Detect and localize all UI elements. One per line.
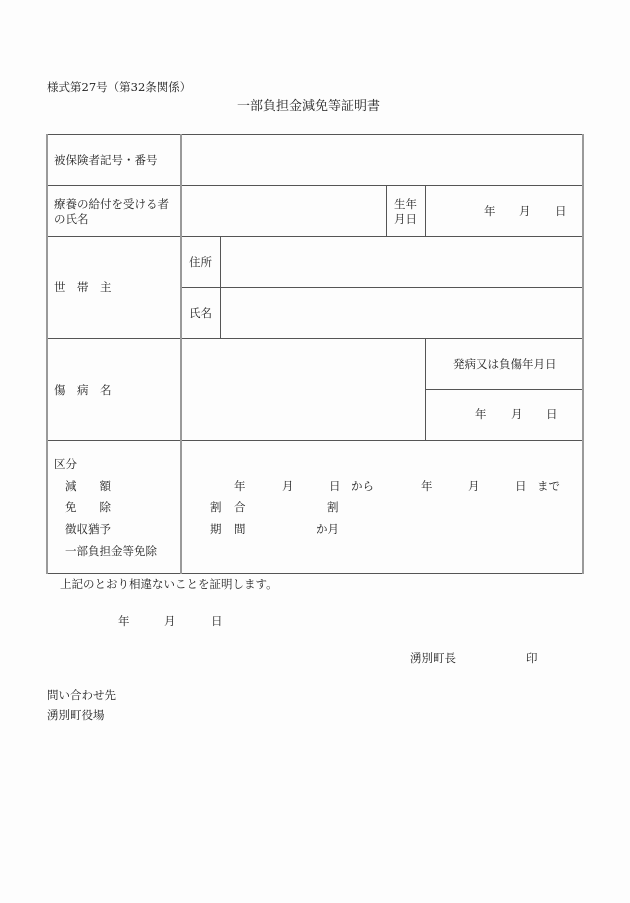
onset-month-unit: 月 bbox=[511, 407, 523, 421]
category-label: 区分 bbox=[54, 457, 77, 471]
recipient-name-label-line1: 療養の給付を受ける者 bbox=[54, 197, 169, 211]
column-divider bbox=[425, 338, 426, 440]
insured-number-field[interactable] bbox=[183, 136, 581, 184]
duration-unit: か月 bbox=[316, 522, 339, 536]
birthdate-field[interactable] bbox=[427, 187, 581, 235]
category-exemption[interactable]: 免 除 bbox=[65, 500, 111, 514]
name-label: 氏名 bbox=[189, 306, 212, 320]
onset-day-unit: 日 bbox=[546, 407, 558, 421]
birthdate-label-line1: 生年 bbox=[394, 197, 417, 211]
column-divider bbox=[425, 185, 426, 236]
insured-number-label: 被保険者記号・番号 bbox=[54, 153, 158, 167]
ratio-label-1: 割 bbox=[210, 500, 222, 514]
contact-label: 問い合わせ先 bbox=[47, 688, 116, 702]
cert-year-unit: 年 bbox=[118, 614, 130, 628]
page-title: 一部負担金減免等証明書 bbox=[237, 99, 381, 114]
table-border-left bbox=[46, 134, 48, 574]
row-divider bbox=[425, 389, 584, 390]
period-to-year-unit: 年 bbox=[421, 479, 433, 493]
period-from-suffix: から bbox=[351, 479, 374, 493]
form-number: 様式第27号（第32条関係） bbox=[47, 80, 192, 94]
onset-year-unit: 年 bbox=[475, 407, 487, 421]
recipient-name-field[interactable] bbox=[183, 187, 385, 235]
category-partial-exemption[interactable]: 一部負担金等免除 bbox=[65, 544, 157, 558]
issuer-name: 湧別町長 bbox=[410, 651, 456, 665]
contact-office: 湧別町役場 bbox=[47, 708, 105, 722]
row-divider bbox=[46, 236, 584, 237]
duration-label-1: 期 bbox=[210, 522, 222, 536]
cert-month-unit: 月 bbox=[164, 614, 176, 628]
label-column-divider bbox=[180, 134, 182, 574]
period-from-month-unit: 月 bbox=[282, 479, 294, 493]
category-reduction[interactable]: 減 額 bbox=[65, 479, 111, 493]
row-divider bbox=[46, 440, 584, 441]
householder-name-field[interactable] bbox=[222, 289, 581, 337]
birthdate-month-unit: 月 bbox=[519, 204, 531, 218]
period-from-year-unit: 年 bbox=[234, 479, 246, 493]
table-border-bottom bbox=[46, 573, 584, 574]
column-divider bbox=[386, 185, 387, 236]
column-divider bbox=[220, 236, 221, 338]
category-deferral[interactable]: 徴収猶予 bbox=[65, 522, 111, 536]
householder-label: 世 帯 主 bbox=[54, 280, 112, 294]
onset-date-label: 発病又は負傷年月日 bbox=[453, 357, 557, 371]
seal-mark: 印 bbox=[526, 651, 538, 665]
address-field[interactable] bbox=[222, 238, 581, 286]
birthdate-label-line2: 月日 bbox=[394, 212, 417, 226]
birthdate-day-unit: 日 bbox=[555, 204, 567, 218]
ratio-label-2: 合 bbox=[234, 500, 246, 514]
period-to-day-unit: 日 bbox=[515, 479, 527, 493]
row-divider bbox=[181, 287, 584, 288]
row-divider bbox=[46, 338, 584, 339]
disease-label: 傷 病 名 bbox=[54, 383, 112, 397]
birthdate-year-unit: 年 bbox=[484, 204, 496, 218]
period-to-suffix: まで bbox=[537, 479, 560, 493]
period-to-month-unit: 月 bbox=[468, 479, 480, 493]
table-border-top bbox=[46, 134, 584, 135]
address-label: 住所 bbox=[189, 255, 212, 269]
period-from-day-unit: 日 bbox=[329, 479, 341, 493]
duration-label-2: 間 bbox=[234, 522, 246, 536]
onset-date-field[interactable] bbox=[427, 391, 581, 439]
table-border-right bbox=[582, 134, 584, 574]
row-divider bbox=[46, 185, 584, 186]
certification-statement: 上記のとおり相違ないことを証明します。 bbox=[60, 577, 278, 591]
cert-day-unit: 日 bbox=[211, 614, 223, 628]
ratio-unit: 割 bbox=[327, 500, 339, 514]
recipient-name-label-line2: の氏名 bbox=[54, 212, 89, 226]
disease-field[interactable] bbox=[183, 340, 424, 439]
